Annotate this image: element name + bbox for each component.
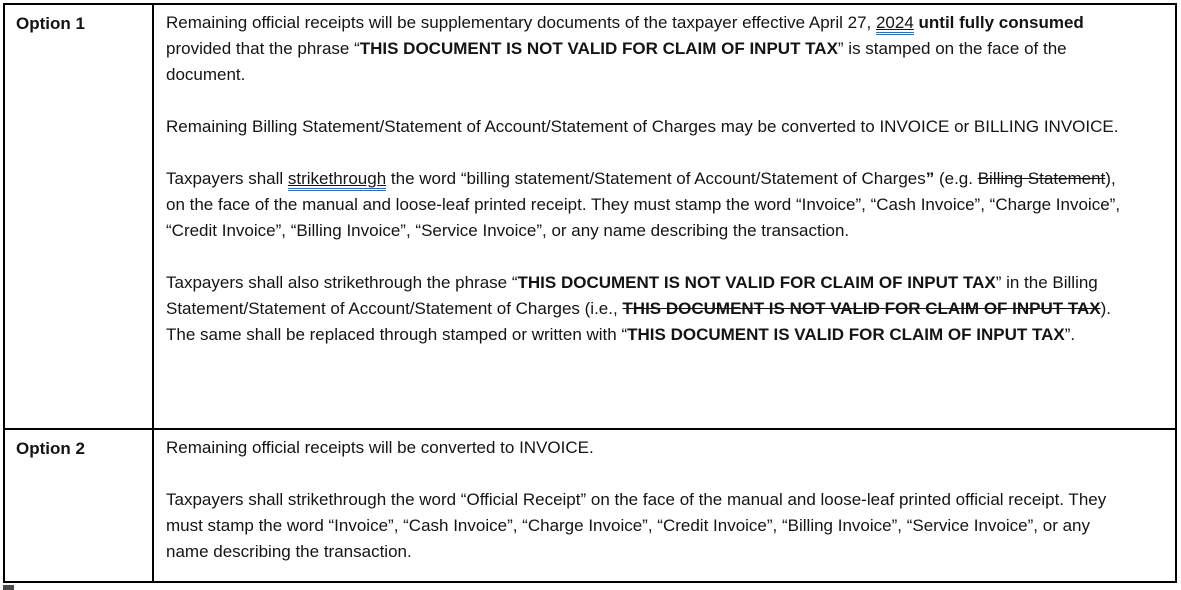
option-2-body-cell: Remaining official receipts will be converted to INVOICE. Taxpayers shall strikethrough the word “Official Receipt” on the face of the manual and loose-leaf printed official receipt. They must stamp the word “Invoice”, “Cash Invoice”, “Charge Invoice”, “Credit Invoice”, “Billing Invoice”, “Service Invoice”, or any name describing the transaction. (166, 438, 1107, 561)
option-1-label-cell (5, 5, 154, 428)
table-row-option-2 (5, 430, 1175, 581)
options-table (3, 3, 1177, 583)
cropped-text-fragment (3, 585, 14, 590)
option-1-body-cell: Remaining official receipts will be supplementary documents of the taxpayer effective April 27, 2024 until fully consumed provided that the phrase “THIS DOCUMENT IS NOT VALID FOR CLAIM OF INPUT TAX” is stamped on the face of the document. Remaining Billing Statement/Statement of Account/Statement of Charges may be converted to INVOICE or BILLING INVOICE. Taxpayers shall strikethrough the word “billing statement/Statement of Account/Statement of Charges” (e.g. Billing Statement), on the face of the manual and loose-leaf printed receipt. They must stamp the word “Invoice”, “Cash Invoice”, “Charge Invoice”, “Credit Invoice”, “Billing Invoice”, “Service Invoice”, or any name describing the transaction. Taxpayers shall also strikethrough the phrase “THIS DOCUMENT IS NOT VALID FOR CLAIM OF INPUT TAX” in the Billing Statement/Statement of Account/Statement of Charges (i.e., THIS DOCUMENT IS NOT VALID FOR CLAIM OF INPUT TAX). The same shall be replaced through stamped or written with “THIS DOCUMENT IS VALID FOR CLAIM OF INPUT TAX”. (166, 13, 1121, 344)
option-1-label: Option 1 (16, 14, 85, 33)
table-row-option-1 (5, 5, 1175, 430)
option-2-label: Option 2 (16, 439, 85, 458)
option-2-label-cell (5, 430, 154, 581)
